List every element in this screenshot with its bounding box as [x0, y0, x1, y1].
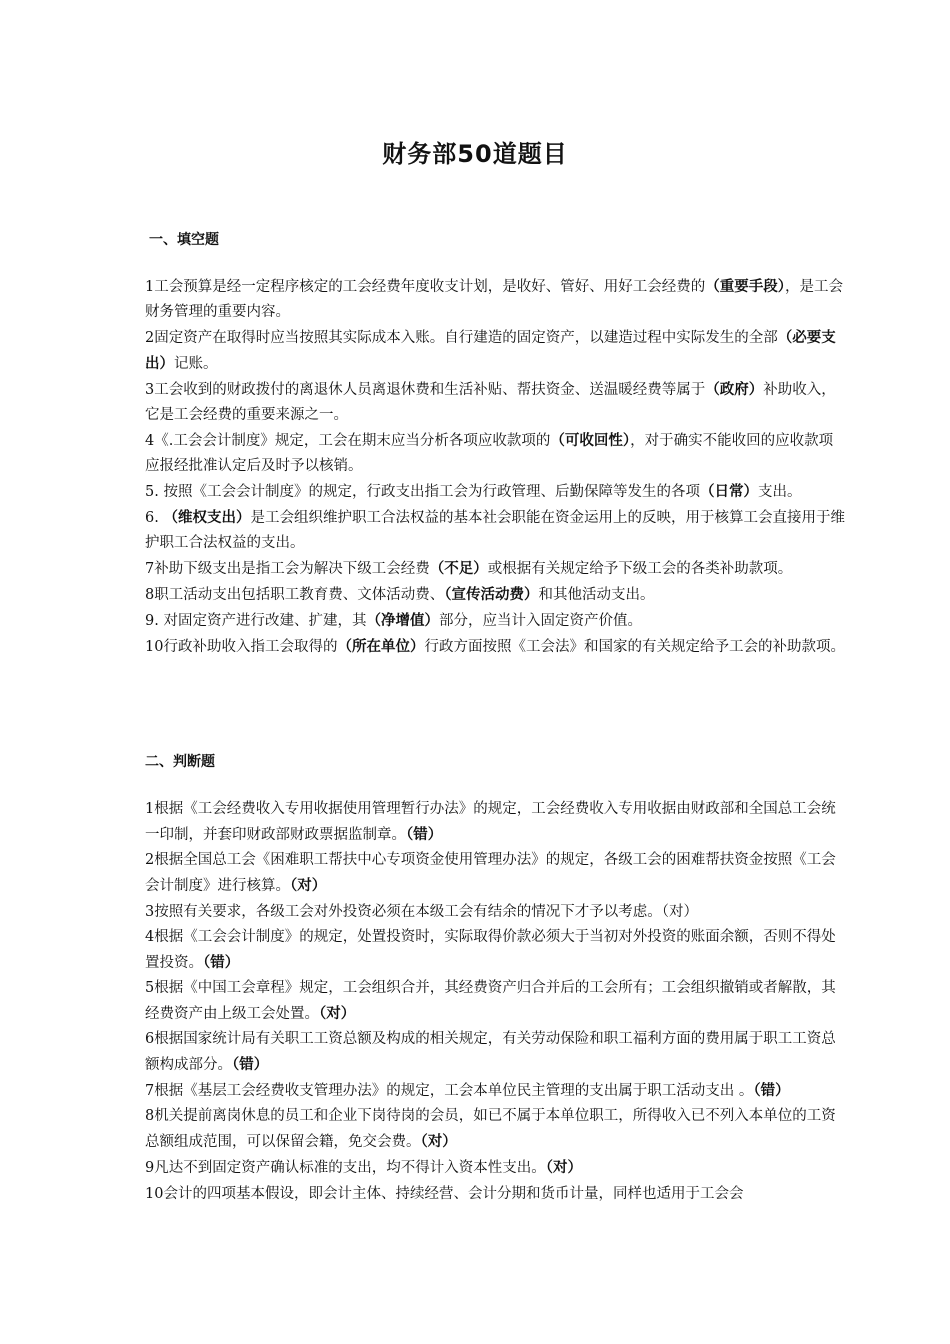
question-item: 2根据全国总工会《困难职工帮扶中心专项资金使用管理办法》的规定，各级工会的困难帮扶资金按照《工会会计制度》进行核算。（对）: [145, 852, 836, 894]
answer-text: （宣传活动费）: [444, 586, 539, 603]
document-title: 财务部50道题目: [382, 140, 568, 168]
fill-blank-list: [145, 274, 845, 660]
question-item: 5. 按照《工会会计制度》的规定，行政支出指工会为行政管理、后勤保障等发生的各项（日常）支出。: [145, 483, 802, 500]
section-heading-true-false: 二、判断题: [145, 754, 215, 770]
section-heading-fill-blank: 一、填空题: [149, 232, 219, 248]
question-item: 7根据《基层工会经费收支管理办法》的规定，工会本单位民主管理的支出属于职工活动支出 。（错）: [145, 1082, 790, 1099]
true-false-list: [145, 797, 845, 1207]
answer-text: （所在单位）: [337, 638, 425, 655]
answer-text: （日常）: [699, 483, 758, 500]
answer-text: （错）: [406, 826, 443, 843]
question-item: 4《.工会会计制度》规定，工会在期末应当分析各项应收款项的（可收回性），对于确实不能收回的应收款项应报经批准认定后及时予以核销。: [145, 432, 834, 474]
question-item: 1工会预算是经一定程序核定的工会经费年度收支计划，是收好、管好、用好工会经费的（重要手段），是工会财务管理的重要内容。: [145, 278, 843, 320]
answer-text: （错）: [753, 1082, 790, 1099]
answer-text: （可收回性）: [550, 432, 631, 449]
question-item: 10行政补助收入指工会取得的（所在单位）行政方面按照《工会法》和国家的有关规定给予工会的补助款项。: [145, 638, 845, 655]
answer-text: （对）: [290, 877, 327, 894]
answer-text: （重要手段）: [705, 278, 785, 295]
question-item: 2固定资产在取得时应当按照其实际成本入账。自行建造的固定资产，以建造过程中实际发生的全部（必要支出）记账。: [145, 329, 836, 372]
question-item: 7补助下级支出是指工会为解决下级工会经费（不足）或根据有关规定给予下级工会的各类补助款项。: [145, 560, 793, 577]
answer-text: （错）: [232, 1056, 269, 1073]
question-item: 4根据《工会会计制度》的规定，处置投资时，实际取得价款必须大于当初对外投资的账面余额，否则不得处置投资。（错）: [145, 929, 836, 971]
question-item: 10会计的四项基本假设，即会计主体、持续经营、会计分期和货币计量，同样也适用于工会会: [145, 1186, 744, 1202]
answer-text: （对）: [545, 1159, 582, 1176]
question-item: 5根据《中国工会章程》规定，工会组织合并，其经费资产归合并后的工会所有；工会组织撤销或者解散，其经费资产由上级工会处置。（对）: [145, 980, 836, 1022]
question-item: 1根据《工会经费收入专用收据使用管理暂行办法》的规定，工会经费收入专用收据由财政部和全国总工会统一印制，并套印财政部财政票据监制章。（错）: [145, 801, 836, 843]
question-item: 3工会收到的财政拨付的离退休人员离退休费和生活补贴、帮扶资金、送温暖经费等属于（政府）补助收入，它是工会经费的重要来源之一。: [145, 381, 836, 423]
question-item: 3按照有关要求，各级工会对外投资必须在本级工会有结余的情况下才予以考虑。（对）: [145, 904, 698, 920]
answer-text: （净增值）: [366, 612, 439, 629]
question-item: 6. （维权支出）是工会组织维护职工合法权益的基本社会职能在资金运用上的反映，用于核算工会直接用于维护职工合法权益的支出。: [145, 509, 845, 551]
question-item: 8职工活动支出包括职工教育费、文体活动费、（宣传活动费）和其他活动支出。: [145, 586, 655, 603]
answer-text: （维权支出）: [163, 509, 251, 526]
answer-text: （对）: [420, 1133, 457, 1150]
question-item: 9. 对固定资产进行改建、扩建，其（净增值）部分，应当计入固定资产价值。: [145, 612, 642, 629]
answer-text: （不足）: [429, 560, 488, 577]
answer-text: （政府）: [705, 381, 764, 398]
answer-text: （对）: [319, 1005, 356, 1022]
question-item: 8机关提前离岗休息的员工和企业下岗待岗的会员，如已不属于本单位职工，所得收入已不列入本单位的工资总额组成范围，可以保留会籍，免交会费。（对）: [145, 1108, 836, 1150]
question-item: 6根据国家统计局有关职工工资总额及构成的相关规定，有关劳动保险和职工福利方面的费用属于职工工资总额构成部分。（错）: [145, 1031, 836, 1073]
question-item: 9凡达不到固定资产确认标准的支出，均不得计入资本性支出。（对）: [145, 1159, 582, 1176]
answer-text: （错）: [203, 954, 240, 971]
answer-text: （必要支出）: [145, 329, 836, 372]
